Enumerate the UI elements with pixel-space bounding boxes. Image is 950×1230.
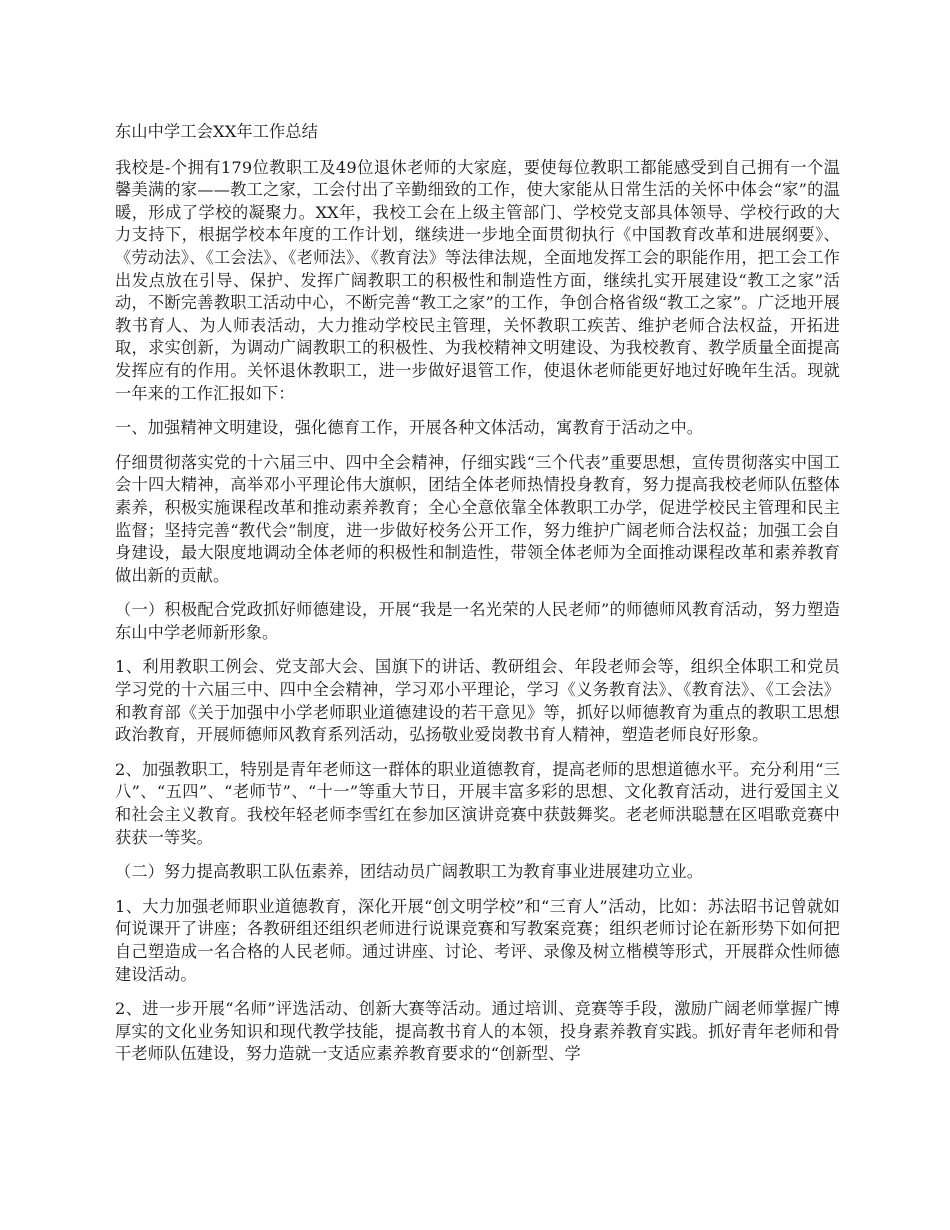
document-page	[115, 121, 840, 1078]
paragraph-item-2-2: 2、进一步开展“名师”评选活动、创新大赛等活动。通过培训、竞赛等手段，激励广阔老师掌握广博厚实的文化业务知识和现代教学技能，提高教书育人的本领，投身素养教育实践。抓好青年老师和骨干老师队伍建设，努力造就一支适应素养教育要求的“创新型、学	[115, 999, 840, 1064]
paragraph-section-1-heading: 一、加强精神文明建设，强化德育工作，开展各种文体活动，寓教育于活动之中。	[115, 418, 704, 438]
document-title: 东山中学工会XX年工作总结	[115, 122, 319, 141]
paragraph-subsection-2: （二）努力提高教职工队伍素养，团结动员广阔教职工为教育事业进展建功立业。	[115, 862, 704, 882]
paragraph-section-1-body: 仔细贯彻落实党的十六届三中、四中全会精神，仔细实践“三个代表”重要思想，宣传贯彻落实中国工会十四大精神，高举邓小平理论伟大旗帜，团结全体老师热情投身教育，努力提高我校老师队伍整体素养，积极实施课程改革和推动素养教育；全心全意依靠全体教职工办学，促进学校民主管理和民主监督；坚持完善“教代会”制度，进一步做好校务公开工作，努力维护广阔老师合法权益；加强工会自身建设，最大限度地调动全体老师的积极性和制造性，带领全体老师为全面推动课程改革和素养教育做出新的贡献。	[115, 452, 840, 585]
paragraph-item-1-2: 2、加强教职工，特别是青年老师这一群体的职业道德教育，提高老师的思想道德水平。充分利用“三八”、“五四”、“老师节”、“十一”等重大节日，开展丰富多彩的思想、文化教育活动，进行爱国主义和社会主义教育。我校年轻老师李雪红在参加区演讲竞赛中获鼓舞奖。老老师洪聪慧在区唱歌竞赛中获获一等奖。	[115, 759, 840, 847]
paragraph-subsection-1: （一）积极配合党政抓好师德建设，开展“我是一名光荣的人民老师”的师德师风教育活动，努力塑造东山中学老师新形象。	[115, 600, 840, 642]
paragraph-intro: 我校是-个拥有179位教职工及49位退休老师的大家庭，要使每位教职工都能感受到自己拥有一个温馨美满的家——教工之家，工会付出了辛勤细致的工作，使大家能从日常生活的关怀中体会“家”的温暖，形成了学校的凝聚力。XX年，我校工会在上级主管部门、学校党支部具体领导、学校行政的大力支持下，根据学校本年度的工作计划，继续进一步地全面贯彻执行《中国教育改革和进展纲要》、《劳动法》、《工会法》、《老师法》、《教育法》等法律法规，全面地发挥工会的职能作用，把工会工作出发点放在引导、保护、发挥广阔教职工的积极性和制造性方面，继续扎实开展建设“教工之家”活动，不断完善教职工活动中心，不断完善“教工之家”的工作，争创合格省级“教工之家”。广泛地开展教书育人、为人师表活动，大力推动学校民主管理，关怀教职工疾苦、维护老师合法权益，开拓进取，求实创新，为调动广阔教职工的积极性、为我校精神文明建设、为我校教育、教学质量全面提高发挥应有的作用。关怀退休教职工，进一步做好退管工作，使退休老师能更好地过好晚年生活。现就一年来的工作汇报如下：	[115, 157, 840, 403]
paragraph-item-1-1: 1、利用教职工例会、党支部大会、国旗下的讲话、教研组会、年段老师会等，组织全体职工和党员学习党的十六届三中、四中全会精神，学习邓小平理论，学习《义务教育法》、《教育法》、《工会法》和教育部《关于加强中小学老师职业道德建设的若干意见》等，抓好以师德教育为重点的教职工思想政治教育，开展师德师风教育系列活动，弘扬敬业爱岗教书育人精神，塑造老师良好形象。	[115, 657, 840, 745]
paragraph-item-2-1: 1、大力加强老师职业道德教育，深化开展“创文明学校”和“三育人”活动，比如：苏法昭书记曾就如何说课开了讲座；各教研组还组织老师进行说课竞赛和写教案竞赛；组织老师讨论在新形势下如何把自己塑造成一名合格的人民老师。通过讲座、讨论、考评、录像及树立楷模等形式，开展群众性师德建设活动。	[115, 896, 840, 984]
